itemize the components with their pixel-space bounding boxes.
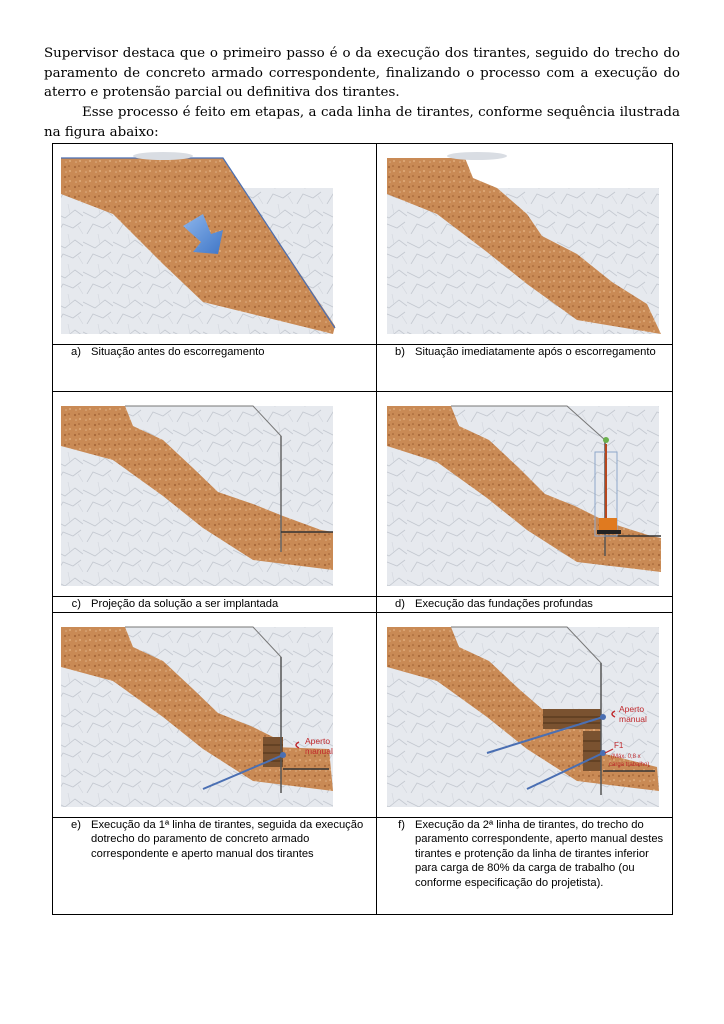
panel-e-caption <box>53 817 377 914</box>
panel-a-caption <box>53 345 377 392</box>
drilling-rig-icon <box>599 518 617 530</box>
annotation-work-load: carga trabalho) <box>609 761 650 768</box>
panel-d-caption <box>377 597 673 613</box>
caption-letter: a) <box>71 346 81 358</box>
annotation-max-load: (Máx. 0,8 x <box>611 753 641 760</box>
caption-text: Execução da 2ª linha de tirantes, do trecho do paramento correspondente, aperto manual destes tirantes e protenção da linha de tirantes inferior para carga de 80% da carga de trabalho (ou conforme especificação do projetista). <box>415 818 664 889</box>
caption-text: Projeção da solução a ser implantada <box>91 598 279 610</box>
annotation-f1: F1 <box>614 740 624 750</box>
panel-b-caption <box>377 345 673 392</box>
panel-f-caption <box>377 817 673 914</box>
panel-c-image <box>53 392 377 597</box>
slope-after-slide-illustration <box>377 144 671 344</box>
caption-text: Execução da 1ª linha de tirantes, seguida da execução dotrecho do paramento de concreto armado correspondente e aperto manual dos tirantes <box>91 818 364 860</box>
panel-d-image <box>377 392 673 597</box>
annotation-aperto: Aperto <box>305 735 331 746</box>
annotation-manual: manual <box>305 745 333 756</box>
rotate-handle-icon <box>603 437 609 443</box>
caption-text: Situação antes do escorregamento <box>91 346 265 358</box>
figure-table <box>52 143 673 915</box>
caption-letter: c) <box>71 598 81 610</box>
caption-letter: e) <box>71 818 81 831</box>
projected-solution-illustration <box>53 392 375 596</box>
intro-paragraph-2: Esse processo é feito em etapas, a cada linha de tirantes, conforme sequência ilustrada na figura abaixo: <box>44 105 680 140</box>
deep-foundation-execution-illustration <box>377 392 671 596</box>
panel-b-image <box>377 144 673 345</box>
first-anchor-row-illustration <box>53 613 375 817</box>
caption-letter: f) <box>398 818 405 831</box>
caption-text: Execução das fundações profundas <box>415 598 593 610</box>
panel-e-image <box>53 612 377 817</box>
panel-c-caption <box>53 597 377 613</box>
caption-letter: b) <box>395 346 405 358</box>
annotation-manual: manual <box>619 713 647 724</box>
caption-text: Situação imediatamente após o escorregamento <box>415 346 656 358</box>
panel-a-image <box>53 144 377 345</box>
panel-f-image <box>377 612 673 817</box>
intro-paragraph-1: Supervisor destaca que o primeiro passo é o da execução dos tirantes, seguido do trecho do paramento de concreto armado correspondente, finalizando o processo com a execução do aterro e protensão parcial ou definitiva dos tirantes. <box>44 46 680 100</box>
caption-letter: d) <box>395 598 405 610</box>
slope-before-slide-illustration <box>53 144 375 344</box>
annotation-aperto: Aperto <box>619 703 645 714</box>
second-anchor-row-illustration <box>377 613 671 817</box>
